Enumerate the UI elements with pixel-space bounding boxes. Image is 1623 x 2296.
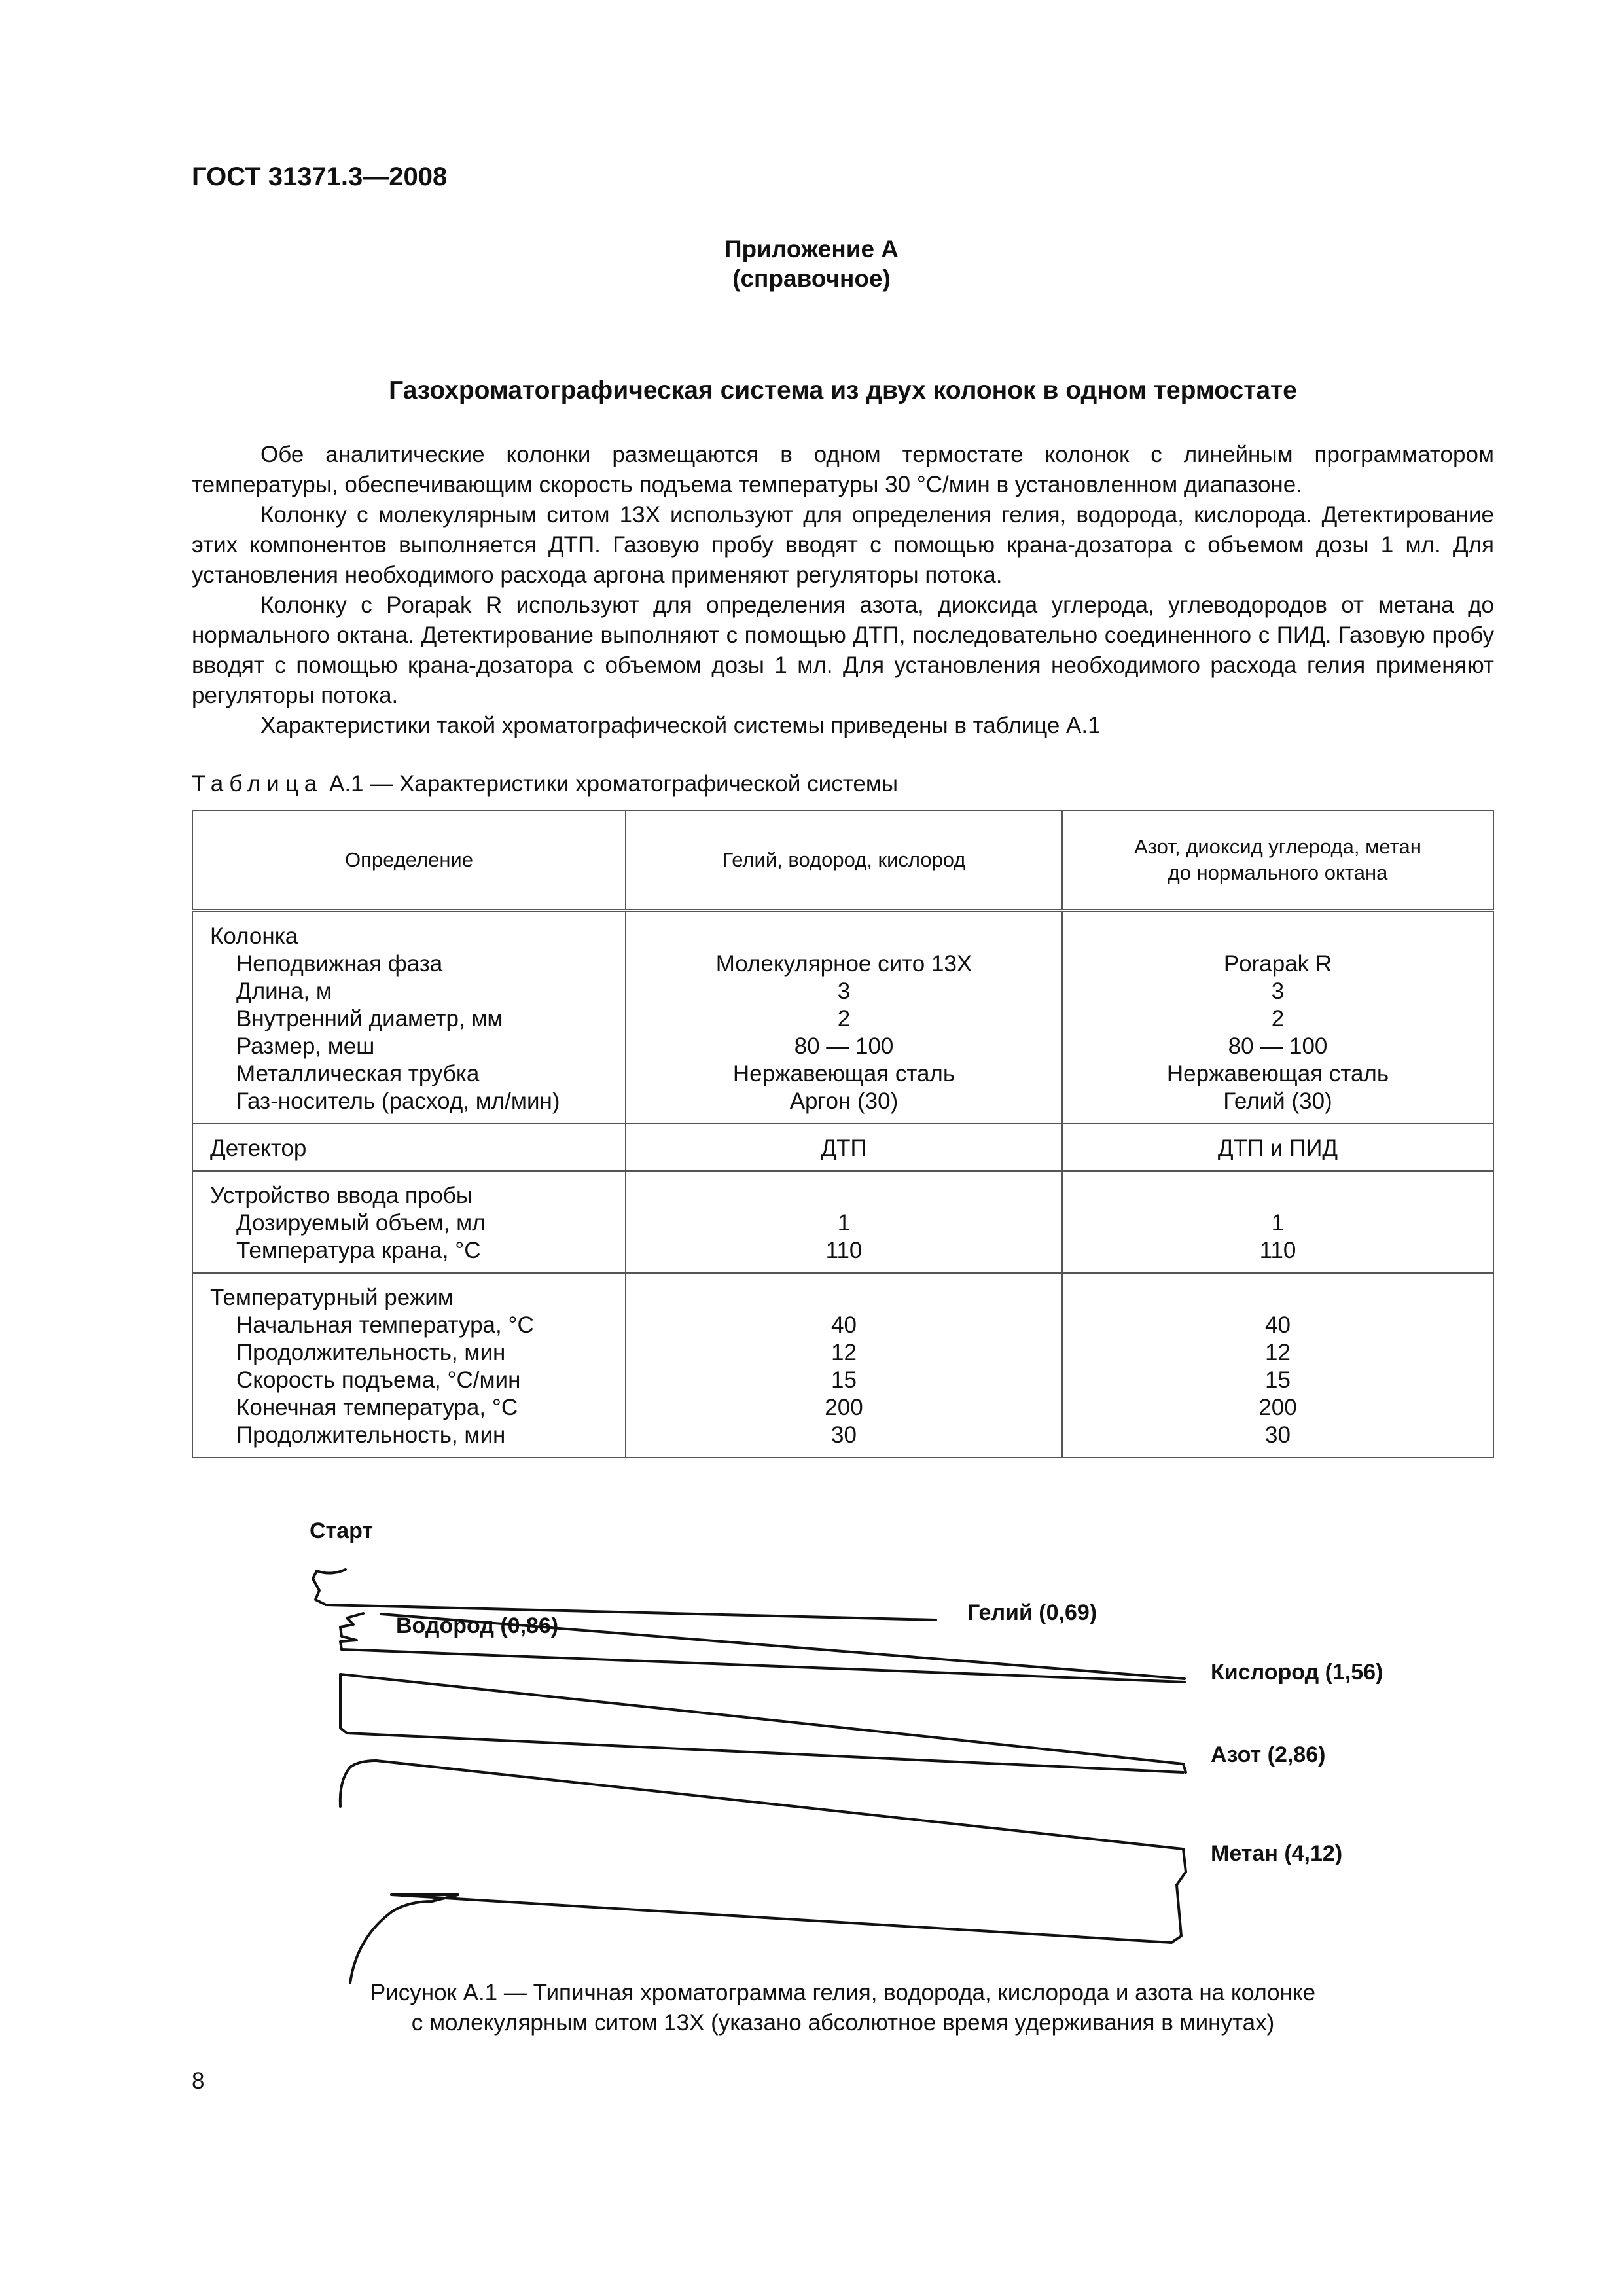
paragraph-1: Обе аналитические колонки размещаются в одном термостате колонок с линейным программатором температуры, обеспечивающим скорость подъема температуры 30 °С/мин в установленном диапазоне. <box>192 442 1494 497</box>
value-text: 15 <box>831 1367 857 1393</box>
parameter-name: Температура крана, °С <box>236 1238 481 1263</box>
parameter-name: Внутренний диаметр, мм <box>236 1006 503 1031</box>
group-title: Детектор <box>210 1136 307 1161</box>
parameter-name: Продолжительность, мин <box>236 1422 506 1448</box>
header-definition: Определение <box>192 810 626 911</box>
nitrogen-lower <box>347 1733 1183 1772</box>
nitrogen-tail <box>1183 1764 1186 1772</box>
section-title: Газохроматографическая система из двух колонок в одном термостате <box>389 376 1297 404</box>
value-text: 2 <box>837 1006 851 1031</box>
page-number: 8 <box>192 2068 205 2094</box>
value-cell-n2-co2-hc <box>1062 1273 1493 1458</box>
value-text: 12 <box>831 1340 857 1365</box>
value-text: 30 <box>831 1422 857 1448</box>
methane-upper <box>376 1761 1183 1849</box>
document-code-header: ГОСТ 31371.3—2008 <box>192 162 448 191</box>
parameter-name: Металлическая трубка <box>236 1061 480 1086</box>
parameter-cell <box>192 1273 626 1458</box>
value-text: 40 <box>831 1312 857 1338</box>
value-text: 110 <box>1259 1238 1296 1263</box>
table-group-row <box>192 911 1493 1124</box>
value-text: 80 — 100 <box>794 1033 894 1059</box>
value-text: 110 <box>825 1238 863 1263</box>
value-text: Молекулярное сито 13Х <box>715 951 972 977</box>
parameter-cell <box>192 1171 626 1273</box>
value-text: 15 <box>1265 1367 1291 1393</box>
methane-lower <box>391 1895 1171 1943</box>
header-column-n2-co2-hc <box>1062 810 1493 911</box>
value-text: Нержавеющая сталь <box>732 1061 955 1086</box>
value-text: Аргон (30) <box>789 1088 899 1114</box>
value-text: Гелий (30) <box>1223 1088 1332 1114</box>
figure-caption-line1: Рисунок А.1 — Типичная хроматограмма гелия, водорода, кислорода и азота на колонке <box>370 1980 1316 2005</box>
appendix-title: Приложение А <box>724 236 899 262</box>
value-text: ДТП и ПИД <box>1217 1136 1338 1161</box>
methane-tail <box>1171 1849 1186 1943</box>
label-hydrogen: Водород (0,86) <box>396 1613 559 1638</box>
group-title-spacer <box>626 923 1061 950</box>
methane-left <box>340 1761 376 1806</box>
value-text: 40 <box>1265 1312 1291 1338</box>
label-nitrogen: Азот (2,86) <box>1211 1742 1326 1767</box>
figure-caption-line2: с молекулярным ситом 13Х (указано абсолютное время удерживания в минутах) <box>411 2010 1275 2036</box>
value-text: 1 <box>1271 1210 1285 1236</box>
nitrogen-left <box>340 1674 347 1733</box>
hydrogen-peak <box>340 1613 363 1649</box>
parameter-name: Скорость подъема, °С/мин <box>236 1367 521 1393</box>
parameter-name: Начальная температура, °С <box>236 1312 534 1338</box>
value-text: 30 <box>1265 1422 1291 1448</box>
group-title: Температурный режим <box>210 1285 454 1310</box>
value-cell-he-h2-o2 <box>626 1171 1062 1273</box>
parameter-name: Дозируемый объем, мл <box>236 1210 486 1236</box>
paragraph-3: Колонку с Porapak R используют для определения азота, диоксида углерода, углеводородов от метана до нормального октана. Детектирование выполняют с помощью ДТП, последовательно соединенного с ПИД. Газовую пробу вводят с помощью крана-дозатора с объемом дозы 1 мл. Для установления необходимого расхода гелия применяют регуляторы потока. <box>192 592 1494 708</box>
label-methane: Метан (4,12) <box>1211 1841 1343 1866</box>
group-title-spacer <box>1063 923 1493 950</box>
parameter-name: Неподвижная фаза <box>236 951 443 977</box>
table-group-row <box>192 1273 1493 1458</box>
parameter-name: Газ-носитель (расход, мл/мин) <box>236 1088 560 1114</box>
header-column-he-h2-o2: Гелий, водород, кислород <box>626 810 1062 911</box>
header-col3-line1: Азот, диоксид углерода, метан <box>1134 835 1421 858</box>
value-text: 2 <box>1271 1006 1285 1031</box>
label-helium: Гелий (0,69) <box>967 1600 1097 1625</box>
label-start: Старт <box>310 1518 374 1543</box>
table-caption <box>192 771 898 797</box>
value-text: 200 <box>825 1395 863 1420</box>
paragraph-4: Характеристики такой хроматографической системы приведены в таблице А.1 <box>260 713 1101 738</box>
appendix-subtitle: (справочное) <box>732 265 891 292</box>
value-cell-he-h2-o2 <box>626 1124 1062 1171</box>
value-cell-n2-co2-hc <box>1062 911 1493 1124</box>
value-text: 3 <box>1271 978 1285 1004</box>
parameter-name: Размер, меш <box>236 1033 375 1059</box>
parameter-name: Продолжительность, мин <box>236 1340 506 1365</box>
parameter-cell <box>192 1124 626 1171</box>
value-text: 80 — 100 <box>1228 1033 1328 1059</box>
value-text: 12 <box>1265 1340 1291 1365</box>
value-text: ДТП <box>821 1136 867 1161</box>
group-title-spacer <box>1063 1182 1493 1210</box>
parameter-cell <box>192 911 626 1124</box>
group-title: Устройство ввода пробы <box>210 1183 473 1208</box>
parameter-name: Длина, м <box>236 978 332 1004</box>
table-header-row <box>192 810 1493 911</box>
characteristics-table <box>192 810 1494 1458</box>
value-cell-he-h2-o2 <box>626 1273 1062 1458</box>
table-caption-prefix: Таблица <box>192 771 323 797</box>
value-text: Нержавеющая сталь <box>1166 1061 1389 1086</box>
header-col3-line2: до нормального октана <box>1168 861 1388 884</box>
body-text <box>192 440 1494 741</box>
value-text: 200 <box>1258 1395 1297 1420</box>
paragraph-2: Колонку с молекулярным ситом 13Х используют для определения гелия, водорода, кислорода. Детектирование этих компонентов выполняется ДТП. Газовую пробу вводят с помощью крана-дозатора с объемом дозы 1 мл. Для установления необходимого расхода аргона применяют регуляторы потока. <box>192 502 1494 588</box>
table-group-row <box>192 1171 1493 1273</box>
value-cell-n2-co2-hc <box>1062 1124 1493 1171</box>
value-text: 3 <box>837 978 851 1004</box>
group-title-spacer <box>626 1182 1061 1210</box>
group-title: Колонка <box>210 924 298 949</box>
start-curve <box>313 1570 346 1605</box>
value-cell-he-h2-o2 <box>626 911 1062 1124</box>
value-cell-n2-co2-hc <box>1062 1171 1493 1273</box>
figure-caption <box>192 1978 1494 2038</box>
nitrogen-upper <box>340 1674 1183 1764</box>
label-oxygen: Кислород (1,56) <box>1211 1660 1383 1685</box>
value-text: 1 <box>837 1210 851 1236</box>
bottom-curve <box>350 1895 458 1983</box>
table-caption-text: А.1 — Характеристики хроматографической системы <box>329 771 899 797</box>
group-title-spacer <box>626 1284 1061 1312</box>
value-text: Porapak R <box>1223 951 1332 977</box>
group-title-spacer <box>1063 1284 1493 1312</box>
oxygen-baseline <box>342 1649 1185 1682</box>
table-group-row <box>192 1124 1493 1171</box>
parameter-name: Конечная температура, °С <box>236 1395 518 1420</box>
